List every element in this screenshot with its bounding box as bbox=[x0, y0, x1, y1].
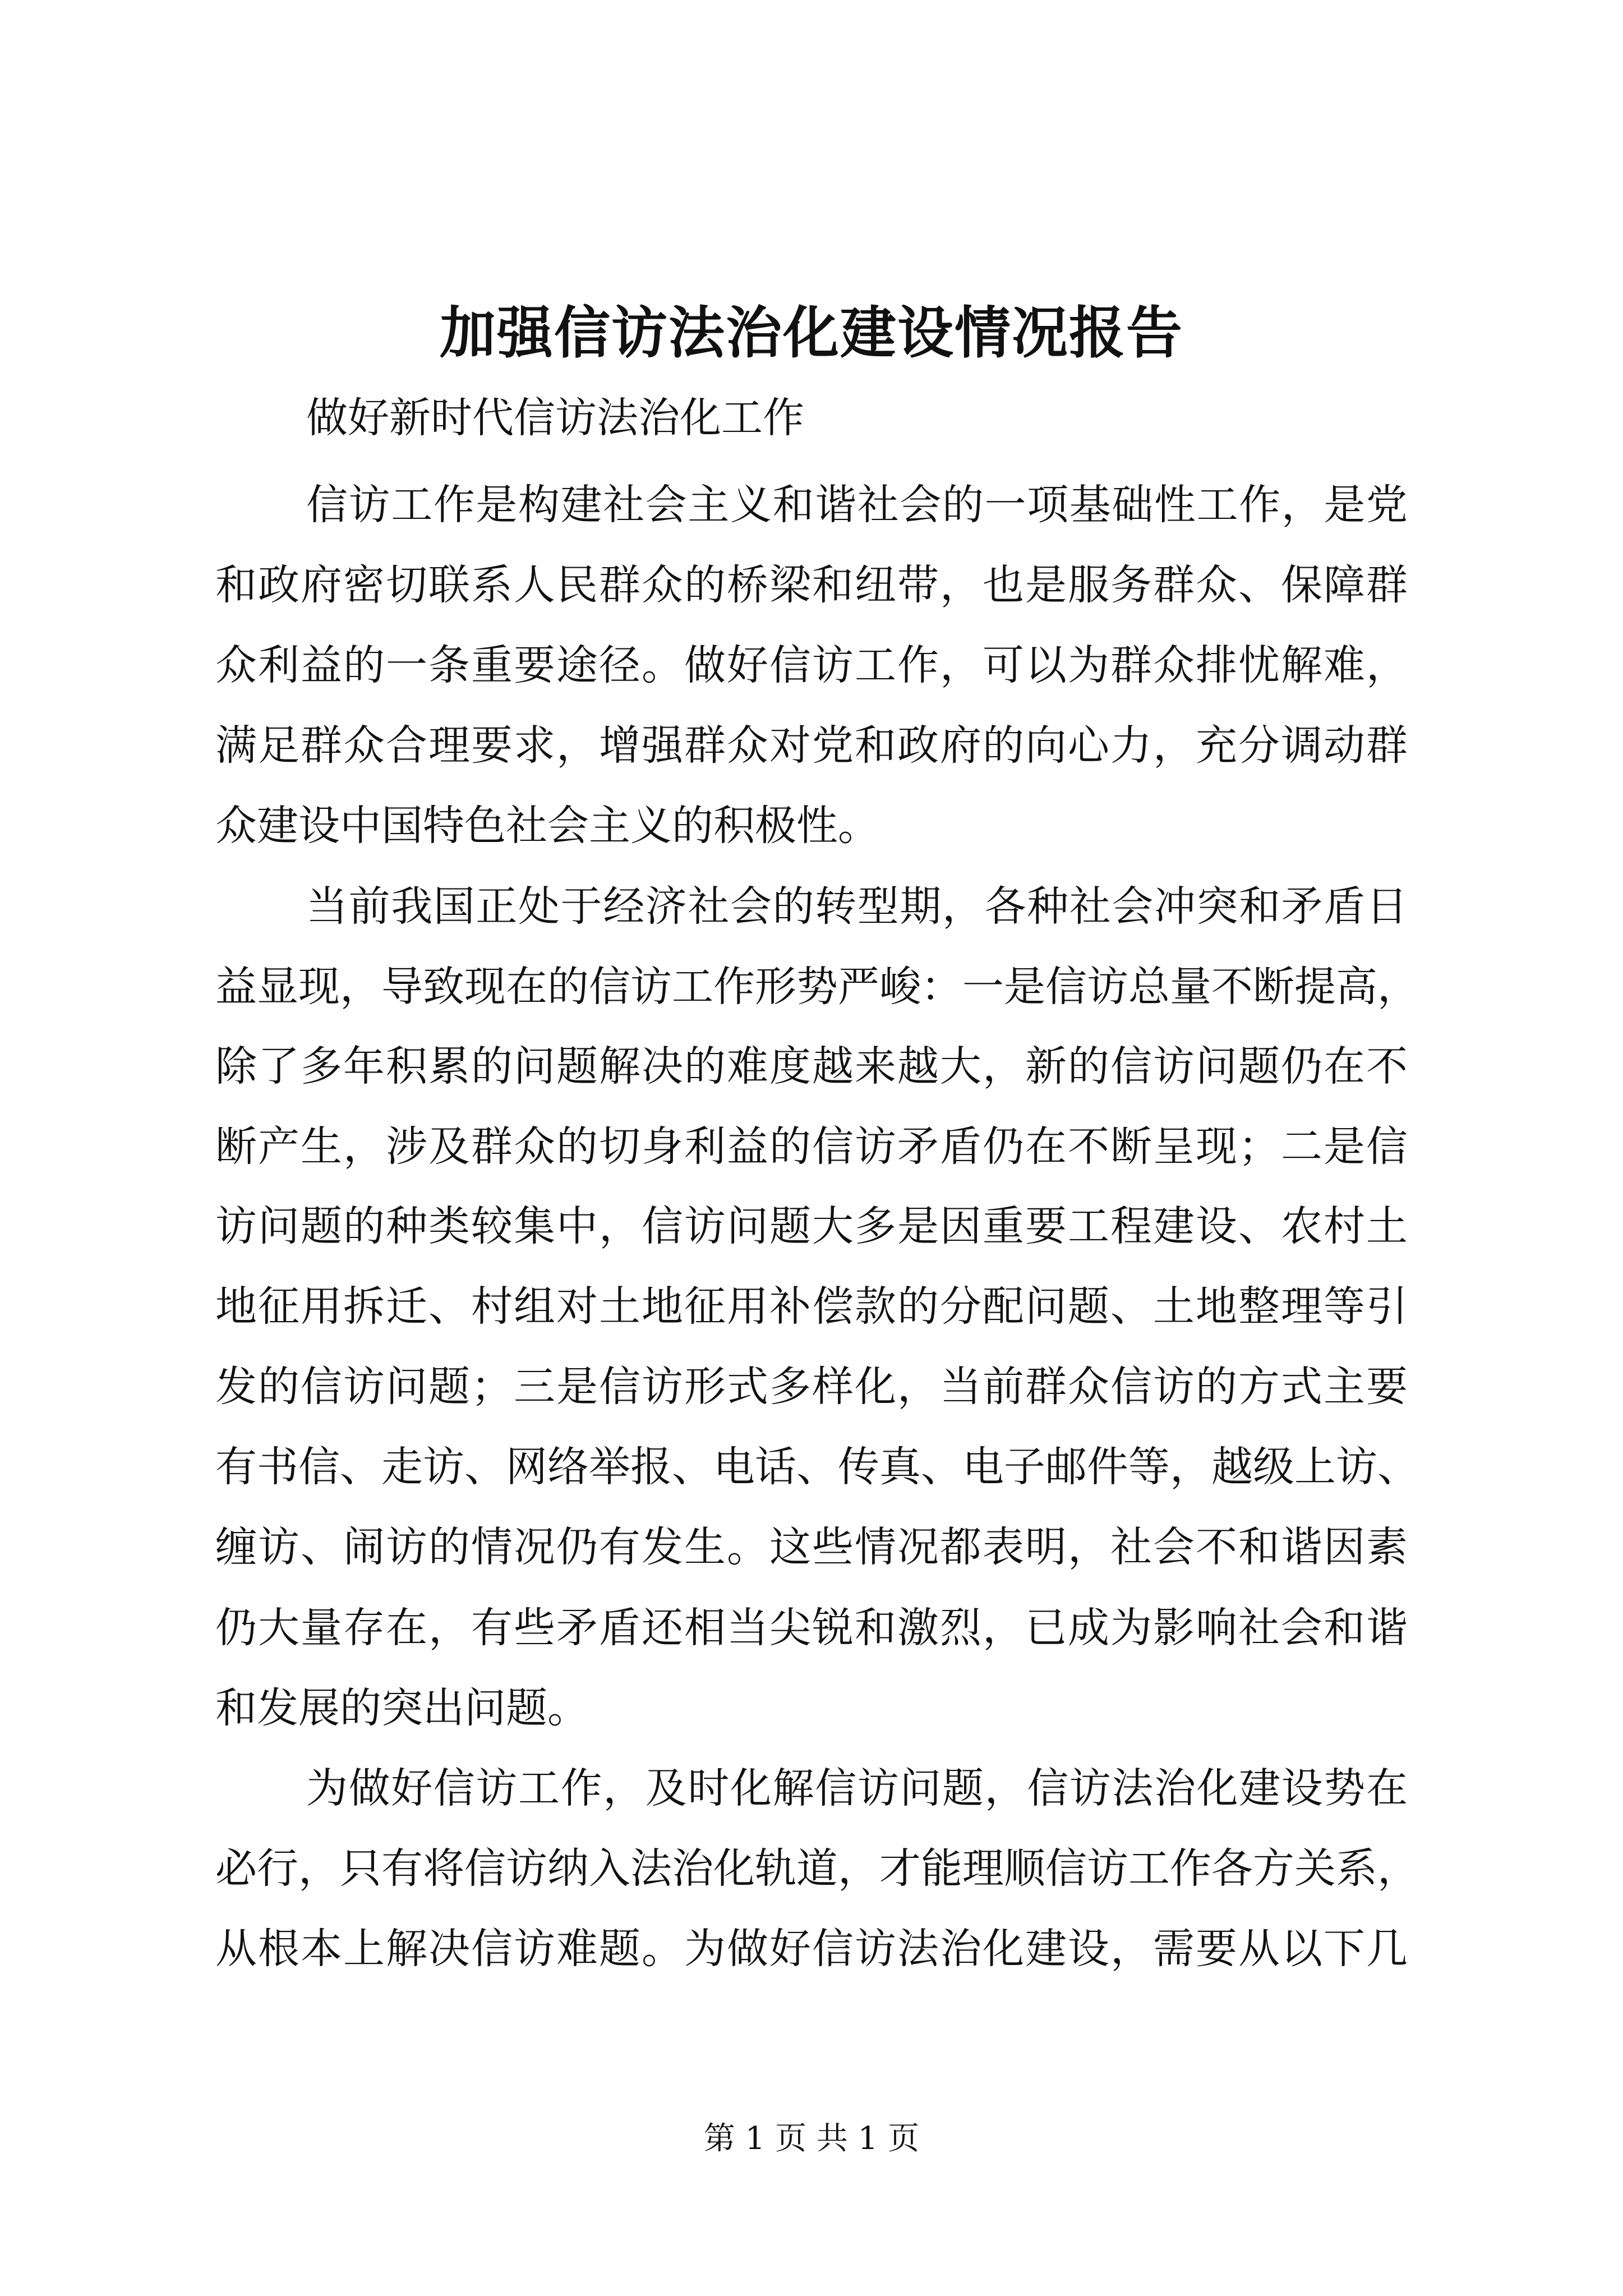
paragraph-line: 发的信访问题；三是信访形式多样化，当前群众信访的方式主要 bbox=[215, 1363, 1408, 1411]
paragraph-line: 为做好信访工作，及时化解信访问题，信访法治化建设势在 bbox=[306, 1764, 1408, 1812]
paragraph-line: 信访工作是构建社会主义和谐社会的一项基础性工作，是党 bbox=[306, 481, 1408, 529]
paragraph-line: 地征用拆迁、村组对土地征用补偿款的分配问题、土地整理等引 bbox=[215, 1282, 1408, 1331]
paragraph-line: 众建设中国特色社会主义的积极性。 bbox=[215, 802, 879, 850]
paragraph-line: 仍大量存在，有些矛盾还相当尖锐和激烈，已成为影响社会和谐 bbox=[215, 1604, 1408, 1652]
paragraph-line: 满足群众合理要求，增强群众对党和政府的向心力，充分调动群 bbox=[215, 721, 1408, 770]
paragraph-line: 当前我国正处于经济社会的转型期，各种社会冲突和矛盾日 bbox=[306, 882, 1408, 931]
paragraph-line: 有书信、走访、网络举报、电话、传真、电子邮件等，越级上访、 bbox=[215, 1443, 1419, 1491]
paragraph-line: 除了多年积累的问题解决的难度越来越大，新的信访问题仍在不 bbox=[215, 1042, 1408, 1091]
document-title: 加强信访法治化建设情况报告 bbox=[440, 300, 1183, 366]
paragraph-line: 从根本上解决信访难题。为做好信访法治化建设，需要从以下几 bbox=[215, 1925, 1408, 1973]
paragraph-line: 访问题的种类较集中，信访问题大多是因重要工程建设、农村土 bbox=[215, 1202, 1408, 1250]
paragraph-line: 缠访、闹访的情况仍有发生。这些情况都表明，社会不和谐因素 bbox=[215, 1523, 1408, 1571]
paragraph-line: 众利益的一条重要途径。做好信访工作，可以为群众排忧解难， bbox=[215, 641, 1408, 689]
paragraph-line: 断产生，涉及群众的切身利益的信访矛盾仍在不断呈现；二是信 bbox=[215, 1122, 1408, 1171]
document-subtitle: 做好新时代信访法治化工作 bbox=[306, 394, 804, 442]
paragraph-line: 益显现，导致现在的信访工作形势严峻：一是信访总量不断提高， bbox=[215, 963, 1419, 1011]
page-footer: 第 1 页 共 1 页 bbox=[703, 2120, 920, 2157]
paragraph-line: 必行，只有将信访纳入法治化轨道，才能理顺信访工作各方关系， bbox=[215, 1844, 1419, 1893]
paragraph-line: 和发展的突出问题。 bbox=[215, 1684, 589, 1732]
paragraph-line: 和政府密切联系人民群众的桥梁和纽带，也是服务群众、保障群 bbox=[215, 561, 1408, 609]
